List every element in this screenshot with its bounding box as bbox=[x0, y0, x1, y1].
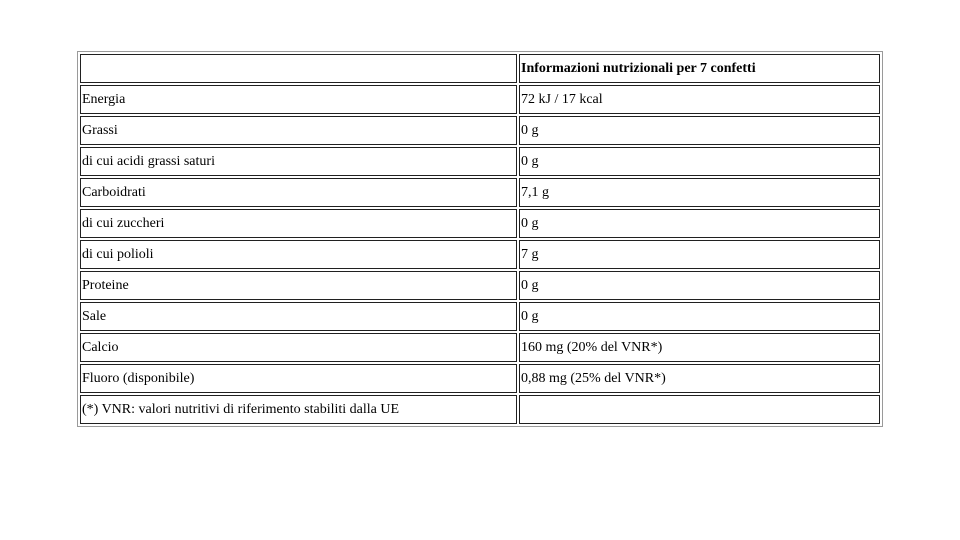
row-value: 0 g bbox=[519, 147, 880, 176]
row-label: Proteine bbox=[80, 271, 517, 300]
row-label: Fluoro (disponibile) bbox=[80, 364, 517, 393]
row-value: 0 g bbox=[519, 209, 880, 238]
footnote-text: (*) VNR: valori nutritivi di riferimento stabiliti dalla UE bbox=[80, 395, 517, 424]
table-row-acidi-grassi-saturi bbox=[80, 147, 880, 176]
table-row-footnote bbox=[80, 395, 880, 424]
row-label: Calcio bbox=[80, 333, 517, 362]
row-value: 160 mg (20% del VNR*) bbox=[519, 333, 880, 362]
row-label: Sale bbox=[80, 302, 517, 331]
table-row-calcio bbox=[80, 333, 880, 362]
row-value: 72 kJ / 17 kcal bbox=[519, 85, 880, 114]
table-row-proteine bbox=[80, 271, 880, 300]
row-value: 7 g bbox=[519, 240, 880, 269]
table-row-carboidrati bbox=[80, 178, 880, 207]
row-value: 7,1 g bbox=[519, 178, 880, 207]
row-value: 0 g bbox=[519, 271, 880, 300]
table-row-sale bbox=[80, 302, 880, 331]
table-row-zuccheri bbox=[80, 209, 880, 238]
header-label-cell bbox=[80, 54, 517, 83]
table-row-energia bbox=[80, 85, 880, 114]
row-label: di cui polioli bbox=[80, 240, 517, 269]
table-row-fluoro bbox=[80, 364, 880, 393]
row-label: di cui zuccheri bbox=[80, 209, 517, 238]
header-title-cell: Informazioni nutrizionali per 7 confetti bbox=[519, 54, 880, 83]
table-row-grassi bbox=[80, 116, 880, 145]
row-label: Carboidrati bbox=[80, 178, 517, 207]
row-label: di cui acidi grassi saturi bbox=[80, 147, 517, 176]
row-value: 0 g bbox=[519, 116, 880, 145]
row-value: 0,88 mg (25% del VNR*) bbox=[519, 364, 880, 393]
row-label: Energia bbox=[80, 85, 517, 114]
table-header-row bbox=[80, 54, 880, 83]
footnote-empty-cell bbox=[519, 395, 880, 424]
nutrition-table bbox=[77, 51, 883, 427]
row-value: 0 g bbox=[519, 302, 880, 331]
row-label: Grassi bbox=[80, 116, 517, 145]
table-row-polioli bbox=[80, 240, 880, 269]
